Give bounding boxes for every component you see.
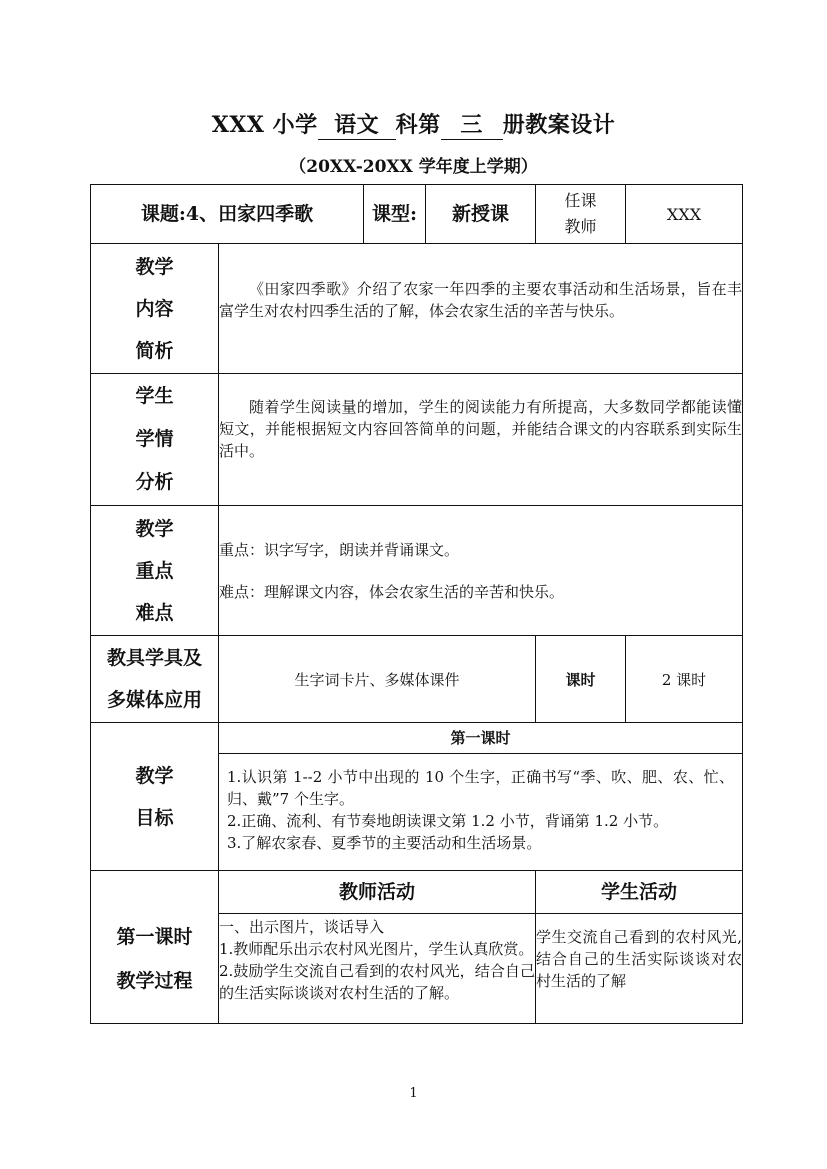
- student-analysis-text: 随着学生阅读量的增加，学生的阅读能力有所提高，大多数同学都能读懂短文，并能根据短文内容回答简单的问题，并能结合课文的内容联系到实际生活中。: [219, 374, 743, 506]
- label-line: 教学: [135, 255, 174, 278]
- header-row: [91, 185, 743, 244]
- objectives-label: [91, 723, 219, 871]
- objectives-content: [219, 723, 743, 871]
- teacher-label-line-1: 任课: [564, 191, 597, 210]
- teacher-label-line-2: 教师: [564, 217, 597, 236]
- process-header-row: [91, 871, 743, 914]
- key-points-row: [91, 506, 743, 636]
- content-summary-text: 《田家四季歌》介绍了农家一年四季的主要农事活动和生活场景，旨在丰富学生对农村四季生活的了解，体会农家生活的辛苦与快乐。: [219, 244, 743, 374]
- lesson-type-label: 课型:: [364, 185, 426, 244]
- title-subject: 语文: [318, 108, 396, 140]
- label-line: 难点: [135, 601, 174, 624]
- teacher-activity-line: 2.鼓励学生交流自己看到的农村风光，结合自己的生活实际谈谈对农村生活的了解。: [219, 962, 536, 1002]
- title-subject-suffix: 科第: [395, 112, 441, 138]
- label-line: 内容: [135, 297, 174, 320]
- key-points-text: [219, 506, 743, 636]
- objective-item: 1.认识第 1--2 小节中出现的 10 个生字，正确书写“季、吹、肥、农、忙、归、戴”7 个生字。: [227, 768, 735, 808]
- student-analysis-label: [91, 374, 219, 506]
- period-value: 2 课时: [626, 636, 743, 723]
- objective-item: 3.了解农家春、夏季节的主要活动和生活场景。: [227, 834, 542, 852]
- teacher-activity-head: 教师活动: [219, 871, 536, 914]
- teacher-activity-line: 1.教师配乐出示农村风光图片，学生认真欣赏。: [219, 940, 534, 958]
- lesson-plan-table: [90, 184, 743, 1024]
- objectives-row: [91, 723, 743, 871]
- label-line: 学生: [135, 385, 174, 407]
- student-activity-head: 学生活动: [536, 871, 743, 914]
- objective-item: 2.正确、流利、有节奏地朗读课文第 1.2 小节，背诵第 1.2 小节。: [227, 812, 669, 830]
- title-volume-suffix: 册教案设计: [502, 112, 616, 138]
- label-line: 教学: [135, 517, 174, 540]
- period-label: 课时: [536, 636, 626, 723]
- teacher-activity-text: [219, 914, 536, 1024]
- title-volume: 三: [441, 108, 503, 140]
- tools-row: [91, 636, 743, 723]
- label-line: 简析: [135, 339, 174, 362]
- page-title: [0, 108, 827, 140]
- content-summary-label: [91, 244, 219, 374]
- label-line: 教学: [135, 764, 174, 787]
- label-line: 目标: [135, 806, 174, 829]
- tools-value: 生字词卡片、多媒体课件: [219, 636, 536, 723]
- objectives-list: [219, 754, 742, 854]
- label-line: 教学过程: [116, 970, 193, 992]
- teacher-label: [536, 185, 626, 244]
- key-point: 重点：识字写字，朗读并背诵课文。: [219, 540, 460, 559]
- difficulty-point: 难点：理解课文内容，体会农家生活的辛苦和快乐。: [219, 582, 565, 601]
- label-line: 学情: [135, 428, 174, 450]
- lesson-title: 课题:4、田家四季歌: [91, 185, 364, 244]
- process-label: [91, 871, 219, 1024]
- tools-label: [91, 636, 219, 723]
- content-summary-row: [91, 244, 743, 374]
- objectives-heading: 第一课时: [219, 723, 742, 754]
- title-school: XXX 小学: [211, 112, 318, 138]
- teacher-activity-line: 一、出示图片，谈话导入: [219, 918, 385, 936]
- student-activity-text: 学生交流自己看到的农村风光,结合自己的生活实际谈谈对农村生活的了解: [536, 914, 743, 1024]
- label-line: 多媒体应用: [106, 689, 202, 711]
- key-points-label: [91, 506, 219, 636]
- page-subtitle: （20XX-20XX 学年度上学期）: [289, 157, 538, 177]
- label-line: 分析: [135, 471, 174, 493]
- page-number: 1: [409, 1086, 418, 1101]
- label-line: 教具学具及: [106, 647, 202, 669]
- label-line: 第一课时: [116, 926, 193, 948]
- student-analysis-row: [91, 374, 743, 506]
- label-line: 重点: [135, 559, 174, 582]
- teacher-value: XXX: [626, 185, 743, 244]
- lesson-type-value: 新授课: [426, 185, 536, 244]
